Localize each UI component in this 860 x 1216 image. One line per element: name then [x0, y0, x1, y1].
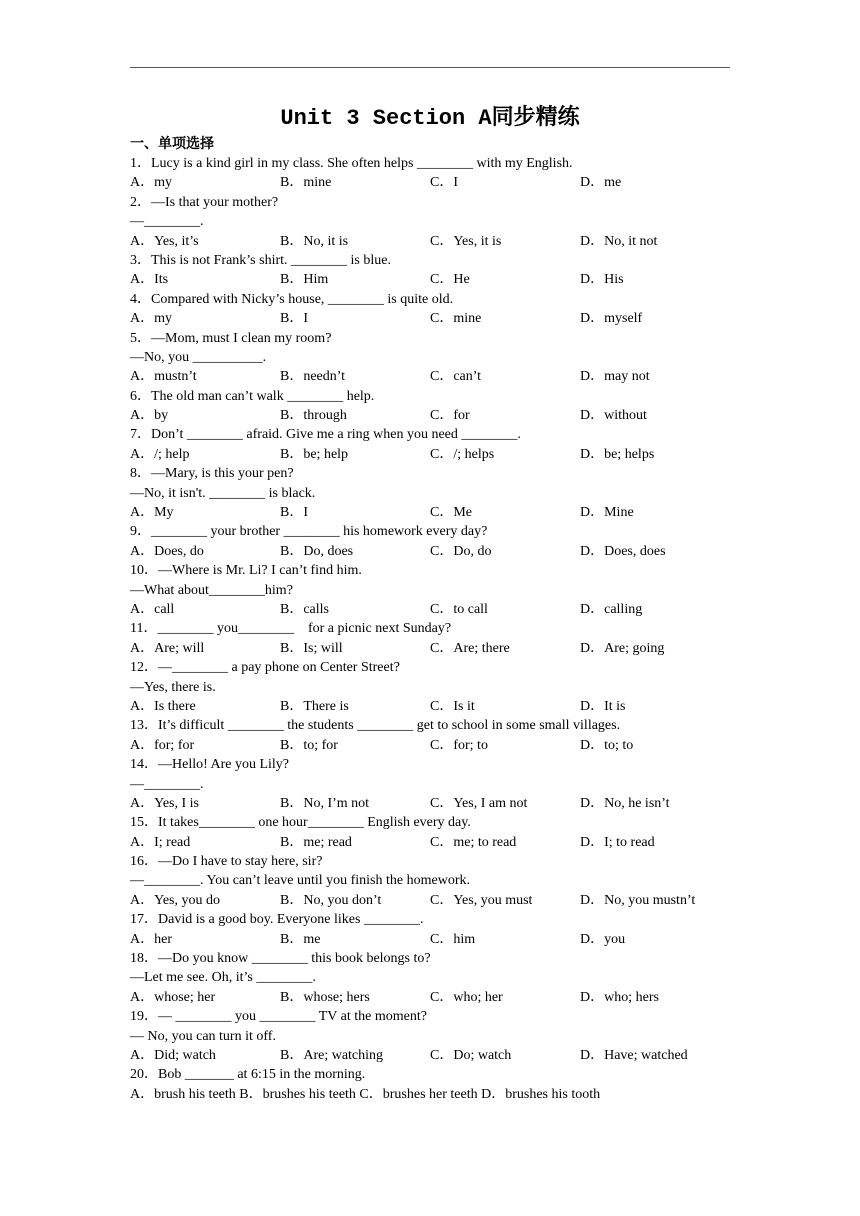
option-c: C．him: [430, 931, 476, 947]
question-list: [130, 154, 750, 1104]
option-a: A．Does, do: [130, 543, 204, 559]
option-a: A．Yes, it’s: [130, 233, 199, 249]
option-d: D．you: [580, 931, 626, 947]
options-row: [130, 173, 750, 192]
question-stem: 17．David is a good boy. Everyone likes ________.: [130, 912, 424, 928]
option-d: D．It is: [580, 698, 626, 714]
option-b: B．Him: [280, 272, 329, 288]
options-row: [130, 930, 750, 949]
options-row: [130, 270, 750, 289]
question-stem: 7．Don’t ________ afraid. Give me a ring when you need ________.: [130, 427, 521, 443]
option-b: B．Are; watching: [280, 1047, 384, 1063]
option-d: D．may not: [580, 369, 650, 385]
question-dialogue-line: —________.: [130, 776, 204, 792]
option-a: A．Yes, you do: [130, 892, 220, 908]
question-dialogue-line: —________. You can’t leave until you finish the homework.: [130, 873, 470, 889]
question-stem: 19．— ________ you ________ TV at the moment?: [130, 1009, 427, 1025]
option-b: B．to; for: [280, 737, 338, 753]
question-stem: 1．Lucy is a kind girl in my class. She often helps ________ with my English.: [130, 156, 573, 171]
option-c: C．Are; there: [430, 640, 510, 656]
option-b: B．I: [280, 505, 308, 521]
question-stem: 18．—Do you know ________ this book belongs to?: [130, 951, 431, 967]
option-a: A．/; help: [130, 446, 190, 462]
options-row: [130, 794, 750, 813]
question-dialogue-line: — No, you can turn it off.: [130, 1028, 276, 1044]
question-dialogue-line: —No, you __________.: [130, 349, 267, 365]
question-dialogue-line: —________.: [130, 214, 204, 230]
question-stem: 11．________ you________ for a picnic next Sunday?: [130, 621, 452, 637]
question-stem: 2．—Is that your mother?: [130, 194, 279, 210]
option-b: B．No, it is: [280, 233, 349, 249]
option-a: A．Its: [130, 272, 169, 288]
option-a: A．by: [130, 408, 169, 424]
option-c: C．Do, do: [430, 543, 492, 559]
option-a: A．Yes, I is: [130, 795, 199, 811]
option-a: A．for; for: [130, 737, 195, 753]
option-d: D．to; to: [580, 737, 634, 753]
option-c: C．Do; watch: [430, 1047, 512, 1063]
option-c: C．to call: [430, 601, 488, 617]
options-row: [130, 542, 750, 561]
options-row: [130, 406, 750, 425]
option-d: D．No, he isn’t: [580, 795, 670, 811]
option-c: C．/; helps: [430, 446, 495, 462]
option-d: D．No, it not: [580, 233, 658, 249]
option-b: B．Do, does: [280, 543, 354, 559]
question-stem: 6．The old man can’t walk ________ help.: [130, 388, 375, 404]
question-dialogue-line: —Let me see. Oh, it’s ________.: [130, 970, 316, 986]
option-d: D．Mine: [580, 505, 634, 521]
question-stem: 15．It takes________ one hour________ English every day.: [130, 815, 471, 831]
question-stem: 8．—Mary, is this your pen?: [130, 466, 294, 482]
question-stem: 9．________ your brother ________ his homework every day?: [130, 524, 488, 540]
option-c: C．Yes, I am not: [430, 795, 528, 811]
options-inline: A．brush his teeth B．brushes his teeth C．brushes her teeth D．brushes his tooth: [130, 1086, 601, 1102]
option-b: B．whose; hers: [280, 989, 370, 1005]
question-stem: 10．—Where is Mr. Li? I can’t find him.: [130, 563, 362, 579]
option-b: B．I: [280, 311, 308, 327]
option-b: B．No, I’m not: [280, 795, 370, 811]
option-d: D．calling: [580, 601, 643, 617]
option-b: B．through: [280, 408, 347, 424]
option-c: C．mine: [430, 311, 482, 327]
question-stem: 13．It’s difficult ________ the students ________ get to school in some small villages.: [130, 718, 621, 734]
options-row: [130, 639, 750, 658]
option-b: B．calls: [280, 601, 329, 617]
question-dialogue-line: —What about________him?: [130, 582, 293, 598]
question-stem: 14．—Hello! Are you Lily?: [130, 757, 290, 773]
option-c: C．Me: [430, 505, 472, 521]
option-b: B．needn’t: [280, 369, 346, 385]
options-row: [130, 445, 750, 464]
option-d: D．me: [580, 175, 622, 191]
option-c: C．for; to: [430, 737, 488, 753]
option-c: C．for: [430, 408, 470, 424]
options-row: [130, 1046, 750, 1065]
option-a: A．mustn’t: [130, 369, 197, 385]
options-row: [130, 697, 750, 716]
options-row: [130, 600, 750, 619]
option-a: A．my: [130, 311, 172, 327]
question-dialogue-line: —Yes, there is.: [130, 679, 216, 695]
option-b: B．me: [280, 931, 321, 947]
option-a: A．whose; her: [130, 989, 216, 1005]
option-c: C．me; to read: [430, 834, 517, 850]
option-d: D．Does, does: [580, 543, 666, 559]
options-row: [130, 309, 750, 328]
page-title: Unit 3 Section A同步精练: [280, 106, 580, 131]
option-b: B．mine: [280, 175, 332, 191]
option-c: C．who; her: [430, 989, 503, 1005]
option-d: D．His: [580, 272, 624, 288]
option-d: D．Have; watched: [580, 1047, 688, 1063]
option-d: D．without: [580, 408, 647, 424]
option-a: A．my: [130, 175, 172, 191]
question-dialogue-line: —No, it isn't. ________ is black.: [130, 485, 316, 501]
question-stem: 20．Bob _______ at 6:15 in the morning.: [130, 1067, 366, 1083]
option-a: A．Are; will: [130, 640, 205, 656]
header-rule: [130, 67, 730, 68]
option-b: B．Is; will: [280, 640, 343, 656]
option-b: B．me; read: [280, 834, 352, 850]
options-row: [130, 736, 750, 755]
option-a: A．My: [130, 505, 174, 521]
options-row: [130, 503, 750, 522]
option-d: D．myself: [580, 311, 643, 327]
option-b: B．No, you don’t: [280, 892, 382, 908]
option-d: D．Are; going: [580, 640, 665, 656]
option-d: D．be; helps: [580, 446, 655, 462]
option-a: A．Is there: [130, 698, 196, 714]
question-stem: 12．—________ a pay phone on Center Street?: [130, 660, 400, 676]
question-stem: 16．—Do I have to stay here, sir?: [130, 854, 323, 870]
option-a: A．call: [130, 601, 175, 617]
option-a: A．I; read: [130, 834, 191, 850]
options-row: [130, 367, 750, 386]
option-d: D．who; hers: [580, 989, 659, 1005]
option-a: A．Did; watch: [130, 1047, 216, 1063]
question-stem: 5．—Mom, must I clean my room?: [130, 330, 332, 346]
options-row: [130, 833, 750, 852]
option-d: D．No, you mustn’t: [580, 892, 696, 908]
question-stem: 3．This is not Frank’s shirt. ________ is blue.: [130, 252, 391, 268]
option-d: D．I; to read: [580, 834, 655, 850]
option-c: C．Yes, it is: [430, 233, 502, 249]
option-a: A．her: [130, 931, 172, 947]
question-stem: 4．Compared with Nicky’s house, ________ is quite old.: [130, 291, 454, 307]
option-c: C．Yes, you must: [430, 892, 533, 908]
options-row: [130, 891, 750, 910]
options-row: [130, 232, 750, 251]
option-c: C．I: [430, 175, 458, 191]
option-c: C．can’t: [430, 369, 482, 385]
section-heading: 一、单项选择: [130, 136, 214, 152]
option-c: C．Is it: [430, 698, 475, 714]
option-b: B．There is: [280, 698, 349, 714]
options-row: [130, 988, 750, 1007]
option-c: C．He: [430, 272, 470, 288]
option-b: B．be; help: [280, 446, 349, 462]
